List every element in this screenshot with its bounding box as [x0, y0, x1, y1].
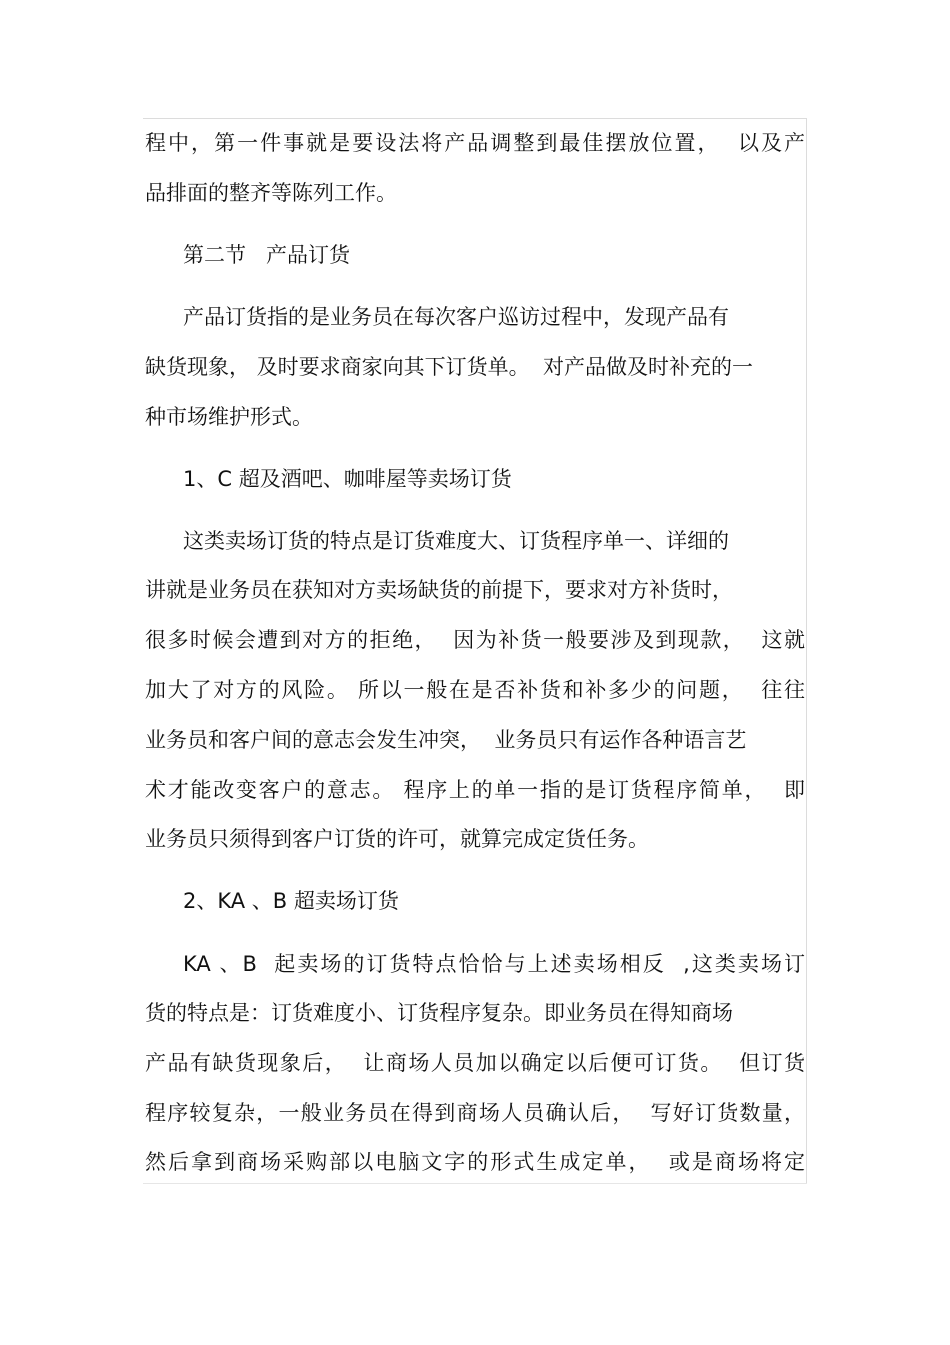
- section-heading: 第二节 产品订货: [183, 243, 351, 267]
- subsection-heading: 1、C 超及酒吧、咖啡屋等卖场订货: [183, 467, 512, 491]
- text-line: 这类卖场订货的特点是订货难度大、订货程序单一、详细的: [183, 529, 729, 553]
- text-line: 程中，第一件事就是要设法将产品调整到最佳摆放位置， 以及产: [145, 131, 805, 155]
- text-line: KA 、B 起卖场的订货特点恰恰与上述卖场相反 ,这类卖场订: [183, 952, 805, 976]
- page-border-top: [143, 118, 807, 119]
- text-line: 业务员和客户间的意志会发生冲突， 业务员只有运作各种语言艺: [145, 728, 747, 752]
- text-line: 品排面的整齐等陈列工作。: [145, 181, 397, 205]
- text-line: 缺货现象， 及时要求商家向其下订货单。 对产品做及时补充的一: [145, 355, 754, 379]
- text-line: 货的特点是：订货难度小、订货程序复杂。即业务员在得知商场: [145, 1001, 733, 1025]
- text-line: 讲就是业务员在获知对方卖场缺货的前提下，要求对方补货时，: [145, 578, 733, 602]
- text-line: 程序较复杂，一般业务员在得到商场人员确认后， 写好订货数量，: [145, 1101, 805, 1125]
- text-line: 产品有缺货现象后， 让商场人员加以确定以后便可订货。 但订货: [145, 1051, 805, 1075]
- text-line: 加大了对方的风险。 所以一般在是否补货和补多少的问题， 往往: [145, 678, 805, 702]
- text-line: 业务员只须得到客户订货的许可，就算完成定货任务。: [145, 827, 649, 851]
- page-border-bottom: [143, 1183, 807, 1184]
- text-line: 然后拿到商场采购部以电脑文字的形式生成定单， 或是商场将定: [145, 1150, 805, 1174]
- subsection-heading: 2、KA 、B 超卖场订货: [183, 889, 399, 913]
- text-line: 产品订货指的是业务员在每次客户巡访过程中，发现产品有: [183, 305, 729, 329]
- text-line: 种市场维护形式。: [145, 405, 313, 429]
- page-border-right: [806, 118, 807, 1184]
- text-line: 术才能改变客户的意志。 程序上的单一指的是订货程序简单， 即: [145, 778, 805, 802]
- text-line: 很多时候会遭到对方的拒绝， 因为补货一般要涉及到现款， 这就: [145, 628, 805, 652]
